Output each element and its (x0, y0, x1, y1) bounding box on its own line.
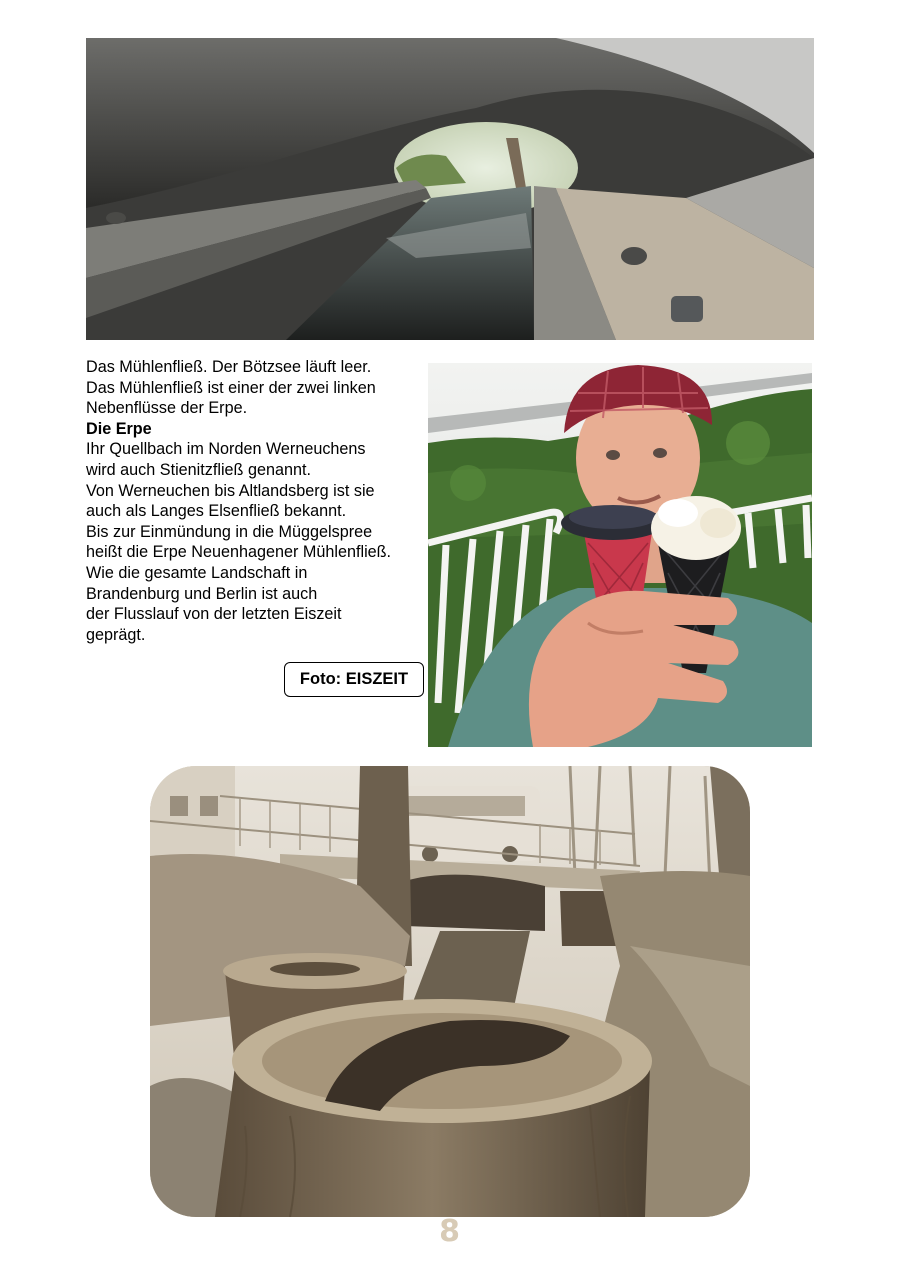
text-line: Brandenburg und Berlin ist auch (86, 584, 318, 603)
photo-credit-box: Foto: EISZEIT (284, 662, 424, 697)
tunnel-photo (86, 38, 814, 340)
text-line: geprägt. (86, 625, 146, 644)
text-line: der Flusslauf von der letzten Eiszeit (86, 605, 342, 624)
text-line: Das Mühlenfließ ist einer der zwei linken (86, 378, 376, 397)
text-line: Bis zur Einmündung in die Müggelspree (86, 522, 373, 541)
page-number: 8 (439, 1214, 461, 1249)
text-line: Ihr Quellbach im Norden Werneuchens (86, 440, 366, 459)
text-line: Von Werneuchen bis Altlandsberg ist sie (86, 481, 375, 500)
tunnel-illustration (86, 38, 814, 340)
text-line: heißt die Erpe Neuenhagener Mühlenfließ. (86, 543, 392, 562)
stump-illustration (150, 766, 750, 1217)
tree-stump-photo (150, 766, 750, 1217)
section-heading: Die Erpe (86, 419, 152, 438)
article-text (86, 357, 431, 645)
text-line: Wie die gesamte Landschaft in (86, 563, 308, 582)
text-line: Nebenflüsse der Erpe. (86, 399, 248, 418)
text-line: auch als Langes Elsenfließ bekannt. (86, 502, 347, 521)
ice-cream-photo (428, 363, 812, 747)
ice-cream-illustration (428, 363, 812, 747)
text-line: wird auch Stienitzfließ genannt. (86, 460, 311, 479)
text-line: Das Mühlenfließ. Der Bötzsee läuft leer. (86, 358, 372, 376)
